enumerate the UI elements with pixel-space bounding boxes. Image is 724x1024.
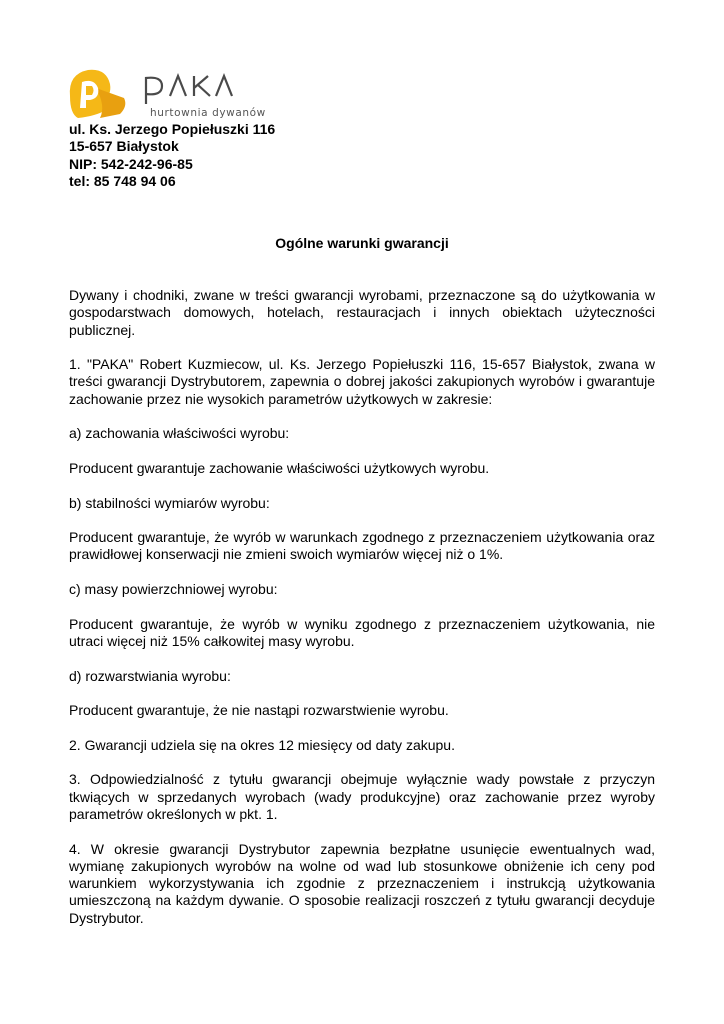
company-address — [69, 121, 275, 191]
document-body — [69, 287, 655, 944]
paragraph-2: 2. Gwarancji udziela się na okres 12 miesięcy od daty zakupu. — [69, 736, 455, 753]
document-title: Ogólne warunki gwarancji — [275, 235, 449, 251]
paragraph-3: 3. Odpowiedzialność z tytułu gwarancji obejmuje wyłącznie wady powstałe z przyczyn tkwiących w sprzedanych wyrobach (wady produkcyjne) oraz zachowanie przez wyroby parametrów określonych w pkt. 1. — [69, 771, 655, 822]
logo-tagline: hurtownia dywanów — [150, 107, 266, 119]
paragraph-4: 4. W okresie gwarancji Dystrybutor zapewnia bezpłatne usunięcie ewentualnych wad, wymianę zakupionych wyrobów na wolne od wad lub stosunkowe obniżenie ich ceny pod warunkiem wykorzystywania ich zgodnie z przeznaczeniem i instrukcją użytkowania umieszczoną na każdym dywanie. O sposobie realizacji roszczeń z tytułu gwarancji decyduje Dystrybutor. — [69, 840, 655, 926]
address-tel: tel: 85 748 94 06 — [69, 173, 176, 190]
paragraph-1: 1. "PAKA" Robert Kuzmiecow, ul. Ks. Jerzego Popiełuszki 116, 15-657 Białystok, zwana w treści gwarancji Dystrybutorem, zapewnia o dobrej jakości zakupionych wyrobów i gwarantuje zachowanie przez nie wysokich parametrów użytkowych w zakresie: — [69, 356, 655, 407]
company-logo — [66, 66, 276, 124]
address-nip: NIP: 542-242-96-85 — [69, 155, 193, 172]
paragraph-1a-heading: a) zachowania właściwości wyrobu: — [69, 425, 290, 442]
paragraph-intro: Dywany i chodniki, zwane w treści gwarancji wyrobami, przeznaczone są do użytkowania w gospodarstwach domowych, hotelach, restauracjach i innych obiektach użyteczności publicznej. — [69, 287, 655, 338]
paragraph-1a-text: Producent gwarantuje zachowanie właściwości użytkowych wyrobu. — [69, 459, 490, 476]
paragraph-1d-heading: d) rozwarstwiania wyrobu: — [69, 667, 231, 684]
paragraph-1c-text: Producent gwarantuje, że wyrób w wyniku zgodnego z przeznaczeniem użytkowania, nie utraci więcej niż 15% całkowitej masy wyrobu. — [69, 615, 655, 649]
address-city: 15-657 Białystok — [69, 138, 179, 155]
paragraph-1b-heading: b) stabilności wymiarów wyrobu: — [69, 494, 270, 511]
paka-logo-graphic — [66, 66, 276, 124]
paragraph-1c-heading: c) masy powierzchniowej wyrobu: — [69, 581, 278, 598]
address-street: ul. Ks. Jerzego Popiełuszki 116 — [69, 121, 276, 137]
paragraph-1b-text: Producent gwarantuje, że wyrób w warunkach zgodnego z przeznaczeniem użytkowania oraz prawidłowej konserwacji nie zmieni swoich wymiarów więcej niż o 1%. — [69, 529, 655, 563]
paragraph-1d-text: Producent gwarantuje, że nie nastąpi rozwarstwienie wyrobu. — [69, 702, 449, 719]
